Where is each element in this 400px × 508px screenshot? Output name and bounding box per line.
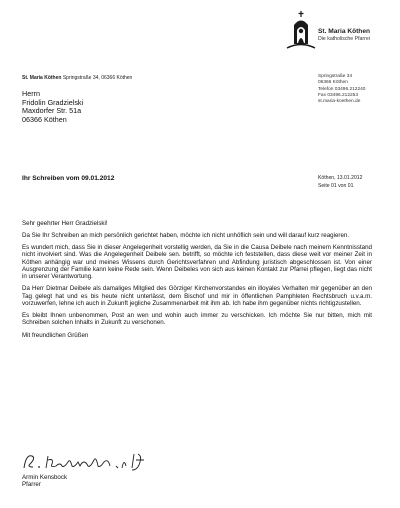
sender-return-line	[22, 75, 132, 81]
contact-street: Springstraße 34	[318, 74, 353, 79]
recipient-name: Fridolin Gradzielski	[22, 97, 84, 107]
letter-date: Köthen, 13.01.2012	[318, 175, 363, 181]
church-logo-icon	[284, 10, 318, 52]
sender-name: St. Maria Köthen	[22, 75, 62, 81]
signer-name: Armin Kensbock	[22, 474, 68, 481]
contact-phone: Telefon 03496.212240	[318, 86, 366, 92]
contact-block	[318, 74, 365, 105]
letter-body	[22, 220, 372, 344]
paragraph-3: Da Herr Dietmar Deibele als damaliges Mitglied des Görziger Kirchenvorstandes ein illoyales Verhalten mir gegenüber an den Tag gelegt hat und es bis heute nicht unterlässt, dem Bischof und mir in öffentlichen Pamphleten Rechtsbruch u.v.a.m. vorzuwerfen, lehne ich auch in Zukunft jegliche Zusammenarbeit mit ihm ab. Ich habe ihm gegenüber nichts richtigzustellen.	[22, 285, 372, 308]
paragraph-4: Es bleibt Ihnen unbenommen, Post an wen und wohin auch immer zu verschicken. Ich möchte Sie nur bitten, mich mit Schreiben solchen Inhalts in Zukunft zu verschonen.	[22, 312, 372, 327]
signer-title: Pfarrer	[22, 481, 41, 489]
recipient-city: 06366 Köthen	[22, 114, 67, 124]
sender-address: Springstraße 34, 06366 Köthen	[62, 75, 133, 81]
page-number: Seite 01 von 01	[318, 183, 354, 189]
letterhead-subtitle: Die katholische Pfarrei	[318, 36, 370, 42]
closing: Mit freundlichen Grüßen	[22, 331, 89, 339]
letterhead-name: St. Maria Köthen	[318, 28, 371, 35]
reference-line: Ihr Schreiben vom 09.01.2012	[22, 175, 115, 182]
recipient-street: Maxdorfer Str. 51a	[22, 106, 82, 116]
contact-city: 06366 Köthen	[318, 80, 348, 86]
contact-web: st.maria-koethen.de	[318, 99, 361, 105]
salutation: Sehr geehrter Herr Gradzielski!	[22, 220, 108, 227]
handwritten-signature	[18, 448, 158, 474]
contact-fax: Fax 03496.212253	[318, 92, 359, 98]
recipient-salutation: Herrn	[22, 89, 40, 98]
paragraph-2: Es wundert mich, dass Sie in dieser Angelegenheit vorstellig werden, da Sie in die Causa Deibele nach meinem Kenntnisstand nicht involviert sind. Was die Angelegenheit Deibele sen. betrifft, so möchte ich feststellen, dass diese weit vor meiner Zeit in Köthen anhängig war und meines Wissens durch Gerichtsverfahren und Abfindung juristisch abgeschlossen ist. Von einer Ausgrenzung der Familie kann keine Rede sein. Wenn Deibeles von sich aus keinen Kontakt zur Pfarrei pflegen, liegt das nicht in unserer Verantwortung.	[22, 244, 372, 281]
signer-block	[22, 474, 67, 489]
date-block	[318, 174, 362, 190]
paragraph-1: Da Sie Ihr Schreiben an mich persönlich gerichtet haben, möchte ich nicht unhöflich sein und will darauf kurz reagieren.	[22, 232, 350, 240]
recipient-address	[22, 90, 83, 124]
